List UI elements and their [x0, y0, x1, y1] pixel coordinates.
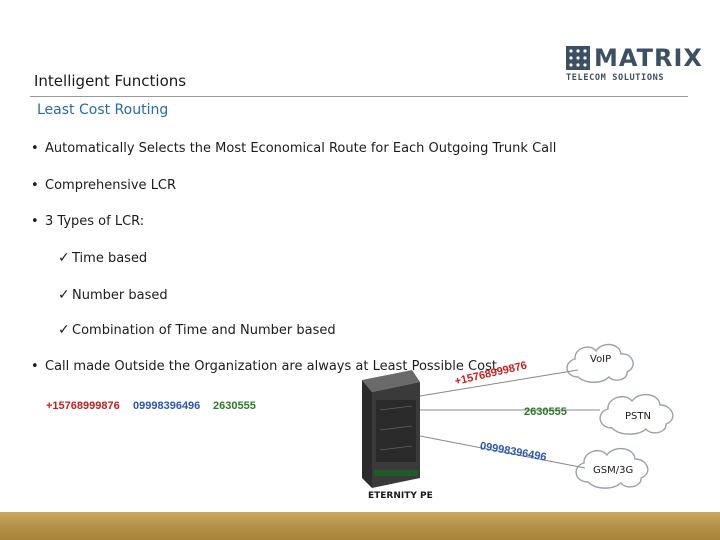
lcr-type-text: Number based [72, 288, 168, 303]
checkmark-icon: ✓ [58, 250, 70, 266]
eternity-pe-device-icon [362, 370, 420, 488]
footer-bar [0, 512, 720, 540]
bullet-dot-icon: • [31, 141, 39, 156]
routed-number-voip: +15768999876 [453, 359, 529, 388]
checkmark-icon: ✓ [58, 322, 70, 338]
page-title: Intelligent Functions [34, 72, 187, 90]
bullet-text: Call made Outside the Organization are always at Least Possible Cost [45, 359, 497, 374]
bullet-text: 3 Types of LCR: [45, 214, 145, 229]
pstn-label: PSTN [625, 411, 651, 422]
dialed-number-pstn: 2630555 [213, 400, 256, 412]
bullet-dot-icon: • [31, 178, 39, 193]
logo-wordmark: MATRIX [594, 44, 703, 72]
gsm-label: GSM/3G [593, 465, 634, 476]
dialed-number-gsm: 09998396496 [133, 400, 201, 412]
bullet-dot-icon: • [31, 214, 39, 229]
routed-number-pstn: 2630555 [524, 406, 567, 418]
voip-label: VoIP [590, 354, 612, 365]
dialed-number-voip: +15768999876 [46, 400, 120, 412]
page-subtitle: Least Cost Routing [37, 102, 169, 118]
routed-number-gsm: 09998396496 [478, 440, 548, 464]
checkmark-icon: ✓ [58, 287, 70, 303]
lcr-type-text: Time based [72, 251, 148, 266]
bullet-text: Comprehensive LCR [45, 178, 177, 193]
bullet-dot-icon: • [31, 359, 39, 374]
logo-tagline: TELECOM SOLUTIONS [566, 73, 665, 83]
lcr-type-text: Combination of Time and Number based [72, 323, 336, 338]
bullet-text: Automatically Selects the Most Economical Route for Each Outgoing Trunk Call [45, 141, 557, 156]
device-label: ETERNITY PE [368, 491, 433, 501]
